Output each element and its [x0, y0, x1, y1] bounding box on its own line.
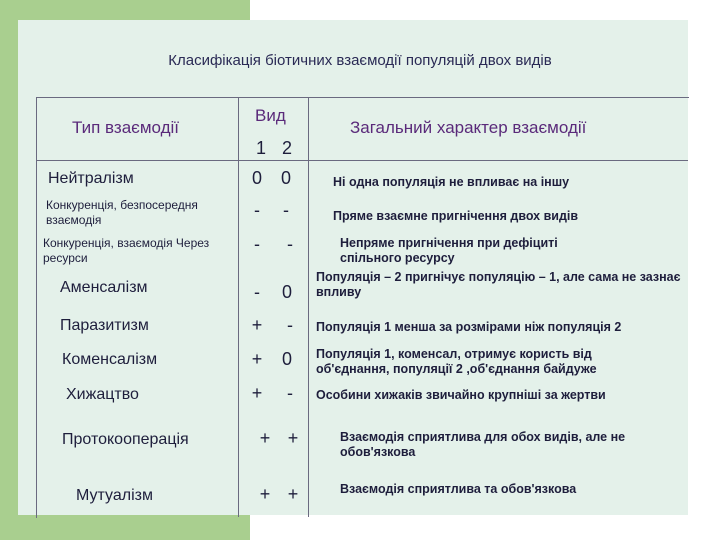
row-description: Популяція 1 менша за розмірами ніж популяція 2 [316, 320, 622, 334]
header-species: Вид [255, 106, 286, 125]
row-species-2-effect: - [283, 200, 289, 220]
row-name: Аменсалізм [60, 279, 148, 296]
row-species-2-effect: + [287, 428, 299, 448]
row-name: Нейтралізм [48, 170, 134, 187]
row-description: Непряме пригнічення при дефіциті спільного ресурсу [340, 236, 558, 265]
row-description: Популяція – 2 пригнічує популяцію – 1, але сама не зазнає впливу [316, 270, 681, 299]
header-species-1: 1 [255, 138, 266, 158]
row-name: Паразитизм [60, 317, 149, 334]
row-species-1-effect: + [251, 383, 263, 403]
row-species-2-effect: - [287, 315, 293, 335]
row-name: Хижацтво [66, 386, 139, 403]
row-species-2-effect: 0 [281, 282, 292, 302]
row-description: Популяція 1, коменсал, отримує користь від об'єднання, популяції 2 ,об'єднання байдуже [316, 347, 597, 376]
row-species-1-effect: - [254, 234, 260, 254]
header-species-2: 2 [281, 138, 292, 158]
row-species-1-effect: + [259, 484, 271, 504]
slide-title: Класифікація біотичних взаємодії популяцій двох видів [168, 52, 552, 69]
row-description: Ні одна популяція не впливає на іншу [333, 175, 570, 189]
row-description: Пряме взаємне пригнічення двох видів [333, 209, 579, 223]
row-species-1-effect: 0 [251, 168, 262, 188]
row-species-2-effect: - [287, 383, 293, 403]
row-name: Мутуалізм [76, 487, 153, 504]
row-name: Конкуренція, взаємодія Через ресурси [43, 236, 210, 265]
header-interaction-type: Тип взаємодії [72, 118, 180, 137]
row-species-2-effect: - [287, 234, 293, 254]
row-species-1-effect: + [251, 349, 263, 369]
row-name: Коменсалізм [62, 351, 158, 368]
row-species-1-effect: - [254, 200, 260, 220]
row-description: Особини хижаків звичайно крупніші за жертви [316, 388, 606, 402]
row-species-1-effect: + [251, 315, 263, 335]
header-divider [36, 160, 688, 161]
row-species-2-effect: + [287, 484, 299, 504]
header-general-character: Загальний характер взаємодії [350, 118, 587, 137]
row-species-1-effect: + [259, 428, 271, 448]
row-description: Взаємодія сприятлива для обох видів, але не обов'язкова [340, 430, 626, 459]
row-name: Конкуренція, безпосередня взаємодія [46, 198, 198, 227]
row-species-1-effect: - [254, 282, 260, 302]
row-species-2-effect: 0 [280, 168, 291, 188]
background-bottom-block [18, 515, 60, 540]
row-name: Протокооперація [62, 431, 189, 448]
background-left-strip [0, 0, 18, 540]
row-description: Взаємодія сприятлива та обов'язкова [340, 482, 577, 496]
row-species-2-effect: 0 [281, 349, 292, 369]
